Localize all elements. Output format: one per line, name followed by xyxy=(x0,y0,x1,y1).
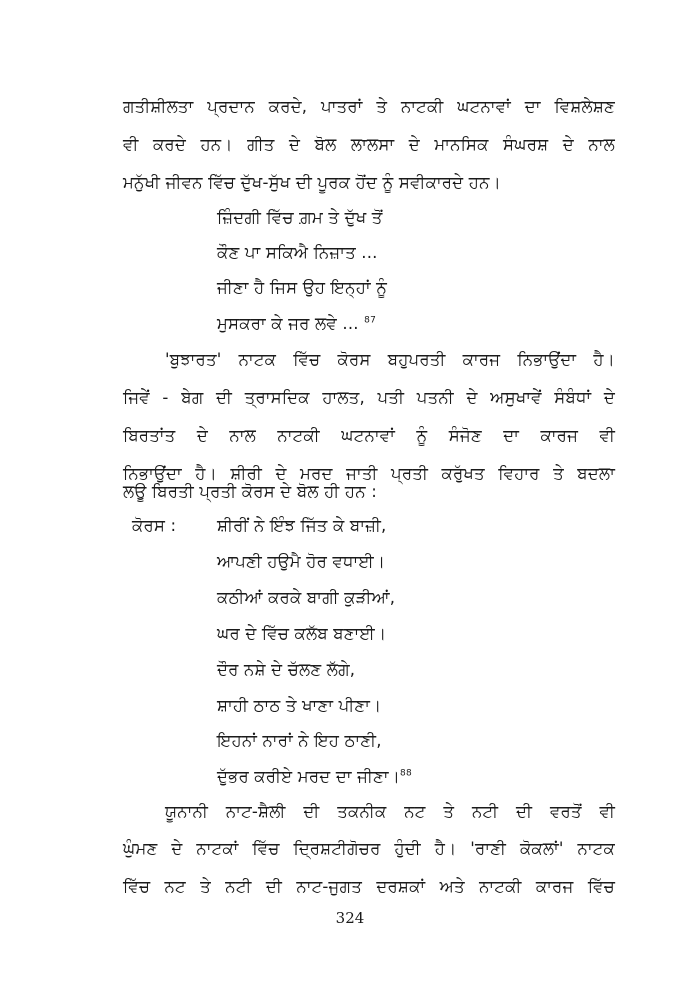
verse-1-line-1: ਜ਼ਿੰਦਗੀ ਵਿੱਚ ਗ਼ਮ ਤੇ ਦੁੱਖ ਤੋਂ xyxy=(217,208,383,227)
footnote-marker-87: 87 xyxy=(364,315,377,326)
paragraph-3-line-3: ਵਿੱਚ ਨਟ ਤੇ ਨਟੀ ਦੀ ਨਾਟ-ਜੁਗਤ ਦਰਸ਼ਕਾਂ ਅਤੇ ਨਾਟਕੀ ਕਾਰਜ ਵਿੱਚ xyxy=(123,877,615,896)
paragraph-2-line-1: 'ਬੁਝਾਰਤ' ਨਾਟਕ ਵਿੱਚ ਕੋਰਸ ਬਹੁਪਰਤੀ ਕਾਰਜ ਨਿਭਾਉਂਦਾ ਹੈ। xyxy=(165,350,615,369)
paragraph-1-line-1: ਗਤੀਸ਼ੀਲਤਾ ਪ੍ਰਦਾਨ ਕਰਦੇ, ਪਾਤਰਾਂ ਤੇ ਨਾਟਕੀ ਘਟਨਾਵਾਂ ਦਾ ਵਿਸ਼ਲੇਸ਼ਣ xyxy=(123,97,615,116)
verse-1-line-2: ਕੌਣ ਪਾ ਸਕਿਐ ਨਿਜ਼ਾਤ ... xyxy=(217,243,378,262)
verse-2-line-5: ਦੌਰ ਨਸ਼ੇ ਦੇ ਚੱਲਣ ਲੱਗੇ, xyxy=(217,660,356,679)
paragraph-2-line-4: ਨਿਭਾਉਂਦਾ ਹੈ। ਸ਼ੀਰੀ ਦੇ ਮਰਦ ਜਾਤੀ ਪ੍ਰਤੀ ਕਰੁੱਖਤ ਵਿਹਾਰ ਤੇ ਬਦਲਾ xyxy=(123,464,615,483)
verse-1-line-4 xyxy=(217,313,376,335)
verse-1-line-3: ਜੀਣਾ ਹੈ ਜਿਸ ਉਹ ਇਨ੍ਹਾਂ ਨੂੰ xyxy=(217,278,388,297)
verse-2-line-8 xyxy=(217,766,412,788)
paragraph-3-line-2: ਘੁੰਮਣ ਦੇ ਨਾਟਕਾਂ ਵਿੱਚ ਦ੍ਰਿਸ਼ਟੀਗੋਚਰ ਹੁੰਦੀ ਹੈ। 'ਰਾਣੀ ਕੋਕਲਾਂ' ਨਾਟਕ xyxy=(123,839,615,858)
verse-1-line-4-text: ਮੁਸਕਰਾ ਕੇ ਜਰ ਲਵੇ ... xyxy=(217,314,359,333)
paragraph-2-line-5: ਲਊ ਬਿਰਤੀ ਪ੍ਰਤੀ ਕੋਰਸ ਦੇ ਬੋਲ ਹੀ ਹਨ : xyxy=(123,482,377,501)
verse-2-line-6: ਸ਼ਾਹੀ ਠਾਠ ਤੇ ਖਾਣਾ ਪੀਣਾ। xyxy=(217,696,382,715)
verse-2-line-7: ਇਹਨਾਂ ਨਾਰਾਂ ਨੇ ਇਹ ਠਾਣੀ, xyxy=(217,731,382,750)
paragraph-2-line-2: ਜਿਵੇਂ - ਬੇਗ ਦੀ ਤ੍ਰਾਸਦਿਕ ਹਾਲਤ, ਪਤੀ ਪਤਨੀ ਦੇ ਅਸੁਖਾਵੇਂ ਸੰਬੰਧਾਂ ਦੇ xyxy=(123,388,615,407)
verse-2-line-8-text: ਦੁੱਭਰ ਕਰੀਏ ਮਰਦ ਦਾ ਜੀਣਾ। xyxy=(217,767,401,786)
verse-2-line-4: ਘਰ ਦੇ ਵਿੱਚ ਕਲੱਬ ਬਣਾਈ। xyxy=(217,624,387,643)
paragraph-3-line-1: ਯੂਨਾਨੀ ਨਾਟ-ਸ਼ੈਲੀ ਦੀ ਤਕਨੀਕ ਨਟ ਤੇ ਨਟੀ ਦੀ ਵਰਤੋਂ ਵੀ xyxy=(165,802,615,821)
page-number: 324 xyxy=(335,909,365,927)
chorus-label: ਕੋਰਸ : xyxy=(132,516,177,535)
verse-2-line-2: ਆਪਣੀ ਹਉਮੈ ਹੋਰ ਵਧਾਈ। xyxy=(217,552,386,571)
paragraph-1-line-2: ਵੀ ਕਰਦੇ ਹਨ। ਗੀਤ ਦੇ ਬੋਲ ਲਾਲਸਾ ਦੇ ਮਾਨਸਿਕ ਸੰਘਰਸ਼ ਦੇ ਨਾਲ xyxy=(123,135,615,154)
paragraph-2-line-3: ਬਿਰਤਾਂਤ ਦੇ ਨਾਲ ਨਾਟਕੀ ਘਟਨਾਵਾਂ ਨੂੰ ਸੰਜੋਣ ਦਾ ਕਾਰਜ ਵੀ xyxy=(123,426,615,445)
footnote-marker-88: 88 xyxy=(400,768,412,779)
paragraph-1-line-3: ਮਨੁੱਖੀ ਜੀਵਨ ਵਿੱਚ ਦੁੱਖ-ਸੁੱਖ ਦੀ ਪੂਰਕ ਹੋਂਦ ਨੂੰ ਸਵੀਕਾਰਦੇ ਹਨ। xyxy=(123,173,501,192)
verse-2-line-3: ਕਠੀਆਂ ਕਰਕੇ ਬਾਗੀ ਕੁੜੀਆਂ, xyxy=(217,588,396,607)
verse-2-line-1: ਸ਼ੀਰੀਂ ਨੇ ਇੰਝ ਜਿੱਤ ਕੇ ਬਾਜ਼ੀ, xyxy=(217,516,387,535)
